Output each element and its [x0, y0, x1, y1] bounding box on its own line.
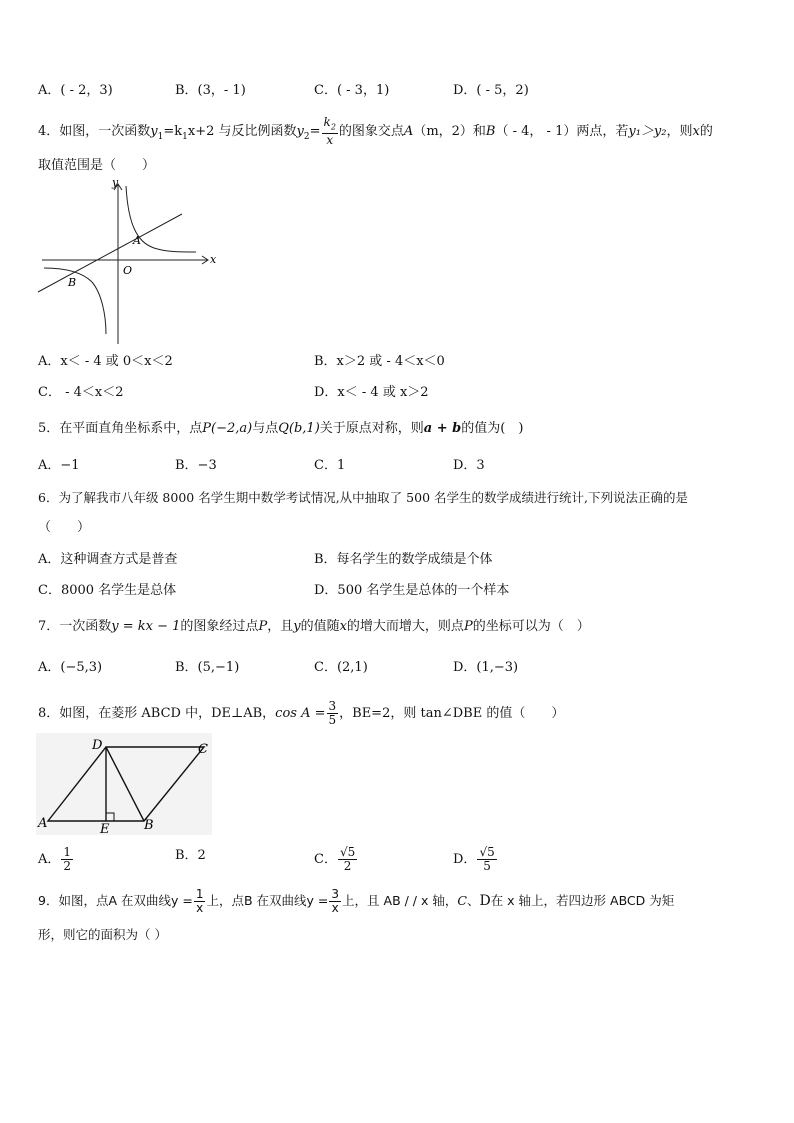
q8-option-prefix: D．: [453, 852, 477, 867]
q7-y: y: [293, 619, 301, 634]
q9-eq: y =: [306, 893, 329, 908]
q7-text: 的坐标可以为（ ）: [472, 619, 590, 634]
q8-frac-num: √5: [479, 845, 495, 859]
q8-stem: [38, 700, 564, 727]
q5-stem: [38, 419, 523, 439]
q9-text: 上，点B 在双曲线: [206, 893, 307, 908]
q3-option-a: A．( - 2，3): [38, 83, 113, 98]
q5-text: 的值为( ): [461, 421, 524, 436]
q9-stem-line2: 形，则它的面积为（ ）: [38, 927, 167, 942]
q6-stem-line1: 6．为了解我市八年级 8000 名学生期中数学考试情况,从中抽取了 500 名学生的数学成绩进行统计,下列说法正确的是: [38, 490, 688, 505]
q7-point-p: P: [258, 619, 268, 634]
q8-option-d: [453, 846, 498, 873]
q4-text: 的图象交点: [338, 124, 404, 140]
q5-option-b: B．−3: [175, 458, 217, 473]
q8-frac-num: √5: [339, 845, 356, 859]
q8-option-c: [314, 846, 358, 873]
q4-text: ，则: [666, 124, 693, 140]
q7-stem: [38, 617, 590, 637]
q4-graph-figure: [36, 174, 222, 346]
q4-fraction: [322, 116, 338, 147]
q8-label-c: C: [198, 742, 208, 757]
q8-option-b: B．2: [175, 848, 206, 863]
q8-label-e: E: [100, 822, 110, 835]
q7-option-b: B．(5,−1): [175, 660, 240, 675]
q5-option-a: A．−1: [38, 458, 80, 473]
q9-frac-num: 1: [195, 887, 204, 901]
q4-point-b: B: [485, 124, 496, 140]
q4-y2: y: [296, 124, 304, 140]
q9-fraction-b: [329, 888, 341, 915]
q4-eq: =: [309, 124, 321, 140]
q4-x: x: [692, 124, 700, 140]
q8-cos: cos A =: [275, 706, 326, 721]
q4-option-a: A．x＜ - 4 或 0＜x＜2: [38, 354, 173, 369]
q7-x: x: [339, 619, 347, 634]
q8-option-a-fraction: [61, 846, 73, 873]
q8-fraction: [327, 700, 339, 727]
q8-option-c-fraction: [338, 846, 357, 873]
q6-option-b: B．每名学生的数学成绩是个体: [314, 552, 493, 567]
q7-text: 7．一次函数: [38, 619, 112, 634]
q6-option-d: D．500 名学生是总体的一个样本: [314, 583, 510, 598]
q8-frac-den: 5: [483, 859, 491, 873]
q8-option-prefix: C．: [314, 852, 337, 867]
q8-label-b: B: [144, 818, 154, 833]
q4-compare: y₁＞y₂: [628, 124, 667, 140]
q4-sub: 2: [303, 131, 310, 142]
q4-y1: y: [150, 124, 158, 140]
q9-point-c: C: [457, 893, 467, 908]
q8-option-d-fraction: [477, 846, 496, 873]
q4-stem-line1: [38, 116, 713, 147]
q9-frac-den: x: [331, 901, 339, 915]
q9-eq: y =: [170, 893, 193, 908]
q7-option-a: A．(−5,3): [38, 660, 103, 675]
q4-stem-line2: 取值范围是（ ）: [38, 158, 156, 173]
q4-label-o: O: [123, 264, 133, 277]
q3-option-b: B．(3，- 1): [175, 83, 246, 98]
q8-frac-den: 2: [63, 859, 72, 873]
q4-option-d: D．x＜ - 4 或 x＞2: [314, 385, 429, 400]
q5-text: 与点: [252, 421, 279, 436]
q8-text: 8．如图，在菱形 ABCD 中，DE⊥AB，: [38, 706, 276, 721]
q5-point-p: P(−2,a): [202, 421, 253, 436]
q8-rhombus-figure: [36, 733, 212, 835]
q9-text: 在 x 轴上，若四边形 ABCD 为矩: [490, 893, 675, 908]
q7-option-d: D．(1,−3): [453, 660, 519, 675]
q8-option-prefix: A．: [38, 852, 61, 867]
q3-option-c: C．( - 3，1): [314, 83, 390, 98]
q8-frac-den: 5: [328, 713, 337, 727]
q8-frac-num: 1: [63, 845, 72, 859]
q9-text: 、: [466, 893, 480, 908]
q9-frac-num: 3: [331, 887, 340, 901]
q9-fraction-a: [194, 888, 206, 915]
q3-option-d: D．( - 5，2): [453, 83, 529, 98]
q4-text: （ - 4， - 1）两点，若: [495, 124, 629, 140]
q7-text: ，且: [267, 619, 294, 634]
q9-frac-den: x: [196, 901, 204, 915]
q5-option-d: D．3: [453, 458, 485, 473]
q8-label-a: A: [38, 816, 48, 831]
q8-frac-num: 3: [328, 699, 337, 713]
q7-point-p: P: [463, 619, 473, 634]
q4-sub: 2: [330, 122, 336, 132]
q9-point-d: D: [479, 893, 491, 909]
q9-text: 9．如图，点A 在双曲线: [38, 893, 171, 908]
q7-text: 的图象经过点: [180, 619, 259, 634]
q4-text: 的: [699, 124, 713, 140]
q5-point-q: Q(b,1): [278, 421, 320, 436]
q4-sub: 1: [182, 131, 188, 142]
q5-text: 关于原点对称，则: [319, 421, 424, 436]
q4-label-x: x: [210, 253, 217, 266]
q4-eq: =k: [163, 124, 183, 140]
q4-text: 4．如图，一次函数: [38, 124, 151, 140]
q7-text: 的增大而增大，则点: [346, 619, 464, 634]
q8-text: ，BE=2，则 tan∠DBE 的值（ ）: [339, 706, 565, 721]
q4-point-a: A: [403, 124, 414, 140]
q8-label-d: D: [92, 738, 103, 753]
q4-label-a: A: [133, 234, 141, 247]
q8-option-a: [38, 846, 74, 873]
q4-text: （m，2）和: [413, 124, 486, 140]
q7-option-c: C．(2,1): [314, 660, 368, 675]
q4-label-b: B: [68, 276, 77, 289]
q6-option-c: C．8000 名学生是总体: [38, 583, 177, 598]
q7-text: 的值随: [300, 619, 340, 634]
q9-stem-line1: [38, 888, 674, 915]
q4-sub: 1: [157, 131, 164, 142]
q4-frac-den: x: [326, 133, 334, 148]
q4-label-y: y: [112, 176, 119, 189]
q4-frac-num: k: [323, 115, 331, 129]
q6-option-a: A．这种调查方式是普查: [38, 552, 178, 567]
q4-text: x+2 与反比例函数: [187, 124, 297, 140]
q8-frac-den: 2: [343, 859, 352, 873]
q6-stem-line2: （ ）: [38, 520, 91, 535]
q9-text: 上，且 AB / / x 轴，: [342, 893, 458, 908]
q5-option-c: C．1: [314, 458, 346, 473]
q4-option-c: C． - 4＜x＜2: [38, 385, 124, 400]
q7-function: y = kx − 1: [111, 619, 181, 634]
q5-text: 5．在平面直角坐标系中，点: [38, 421, 203, 436]
q4-option-b: B．x＞2 或 - 4＜x＜0: [314, 354, 445, 369]
q5-expression: a + b: [423, 421, 462, 436]
